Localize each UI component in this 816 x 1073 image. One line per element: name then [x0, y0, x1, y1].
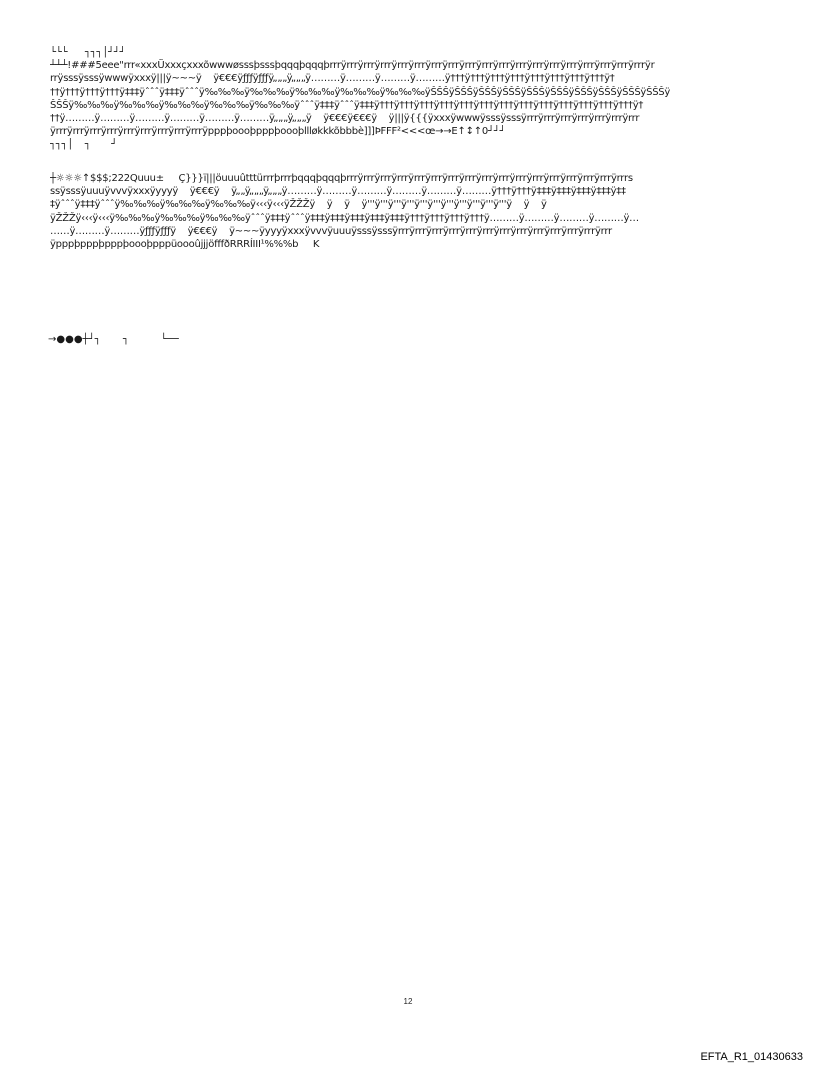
text-line: ┐┐┐│ ┐ ┘ — [50, 139, 117, 151]
page-number: 12 — [403, 997, 413, 1006]
document-id-stamp: EFTA_R1_01430633 — [700, 1051, 803, 1063]
text-line: └└└ ┐┐┐│┘┘┘ — [50, 47, 126, 58]
text-line: ÿrrrÿrrrÿrrrÿrrrÿrrrÿrrrÿrrrÿrrrÿrrrÿpppþoooþpppþoooþllløkkkõbbbè]]]ÞFFF²<<<œ→→E↑↕↑0┘┘┘ — [50, 126, 506, 138]
symbol-fragment-line: →●●●┼┘┐ ┐ └── — [48, 334, 179, 345]
text-line: ……ÿ………ÿ………ÿƒƒƒÿƒƒƒÿ ÿ€€€ÿ ÿ~~~ÿyyyÿxxxÿvvvÿuuuÿsssÿsssÿrrrÿrrrÿrrrÿrrrÿrrrÿrrrÿrrrÿrrrÿrrrÿrrrÿrrrÿrrrÿrrr — [50, 225, 612, 237]
text-line: ÿpppþpppþpppþoooþpppüoooûjjjöfffðRRRÍIII¹%%%b K — [50, 239, 320, 251]
text-line: ŠŠŠÿ‰‰‰ÿ‰‰‰ÿ‰‰‰ÿ‰‰‰ÿ‰‰‰ÿˆˆˆÿ‡‡‡ÿˆˆˆÿ‡‡‡ÿ†††ÿ†††ÿ†††ÿ†††ÿ†††ÿ†††ÿ†††ÿ†††ÿ†††ÿ†††ÿ†††ÿ†††ÿ†††ÿ† — [50, 99, 644, 111]
text-line: ‡ÿˆˆˆÿ‡‡‡ÿˆˆˆÿ‰‰‰ÿ‰‰‰ÿ‰‰‰ÿ‹‹‹ÿ‹‹‹ÿŽŽŽÿ ÿ ÿ ÿ'''ÿ'''ÿ'''ÿ'''ÿ'''ÿ'''ÿ'''ÿ'''ÿ'''ÿ'''ÿ'''ÿ ÿ ÿ — [50, 199, 547, 211]
text-line: ┼☼☼☼↑$$$;222Quuu± Ç}}}ï|||öuuuûtttürrrþrrrþqqqþqqqþrrrÿrrrÿrrrÿrrrÿrrrÿrrrÿrrrÿrrrÿrrrÿrrrÿrrrÿrrrÿrrrÿrrrÿrrrÿrrrÿrrrs — [50, 173, 633, 184]
garbled-text-block-2 — [50, 172, 790, 251]
text-line: ÿŽŽŽÿ‹‹‹ÿ‹‹‹ÿ‰‰‰ÿ‰‰‰ÿ‰‰‰ÿˆˆˆÿ‡‡‡ÿˆˆˆÿ‡‡‡ÿ‡‡‡ÿ‡‡‡ÿ‡‡‡ÿ‡‡‡ÿ†††ÿ†††ÿ†††ÿ†††ÿ………ÿ………ÿ………ÿ………ÿ… — [50, 212, 639, 224]
garbled-text-block-1 — [50, 46, 790, 152]
text-line: ††ÿ†††ÿ†††ÿ†††ÿ‡‡‡ÿˆˆˆÿ‡‡‡ÿˆˆˆÿ‰‰‰ÿ‰‰‰ÿ‰‰‰ÿ‰‰‰ÿ‰‰‰ÿŠŠŠÿŠŠŠÿŠŠŠÿŠŠŠÿŠŠŠÿŠŠŠÿŠŠŠÿŠŠŠÿŠŠŠÿŠŠŠÿ — [50, 86, 671, 98]
text-line: ††ÿ………ÿ………ÿ………ÿ………ÿ………ÿ………ÿ„„„ÿ„„„ÿ ÿ€€€ÿ€€€ÿ ÿ|||ÿ{{{ÿxxxÿwwwÿsssÿsssÿrrrÿrrrÿrrrÿrrrÿrrrÿrrrÿrrr — [50, 113, 640, 125]
text-line: ┴┴┴!###5eee"rrr«xxxÜxxxçxxxõwwwøsssþsssþqqqþqqqþrrrÿrrrÿrrrÿrrrÿrrrÿrrrÿrrrÿrrrÿrrrÿrrrÿrrrÿrrrÿrrrÿrrrÿrrrÿrrrÿrrrÿrrrÿrrrÿr — [50, 60, 655, 72]
text-line: ssÿsssÿuuuÿvvvÿxxxÿyyyÿ ÿ€€€ÿ ÿ„„ÿ„„„ÿ„„„ÿ………ÿ………ÿ………ÿ………ÿ………ÿ………ÿ†††ÿ†††ÿ‡‡‡ÿ‡‡‡ÿ‡‡‡ÿ‡‡‡ÿ‡‡ — [50, 186, 626, 198]
text-line: rrÿsssÿsssÿwwwÿxxxÿ|||ÿ~~~ÿ ÿ€€€ÿƒƒƒÿƒƒƒÿ„„„ÿ„„„ÿ………ÿ………ÿ………ÿ………ÿ†††ÿ†††ÿ†††ÿ†††ÿ†††ÿ†††ÿ†††ÿ†††ÿ† — [50, 73, 615, 85]
